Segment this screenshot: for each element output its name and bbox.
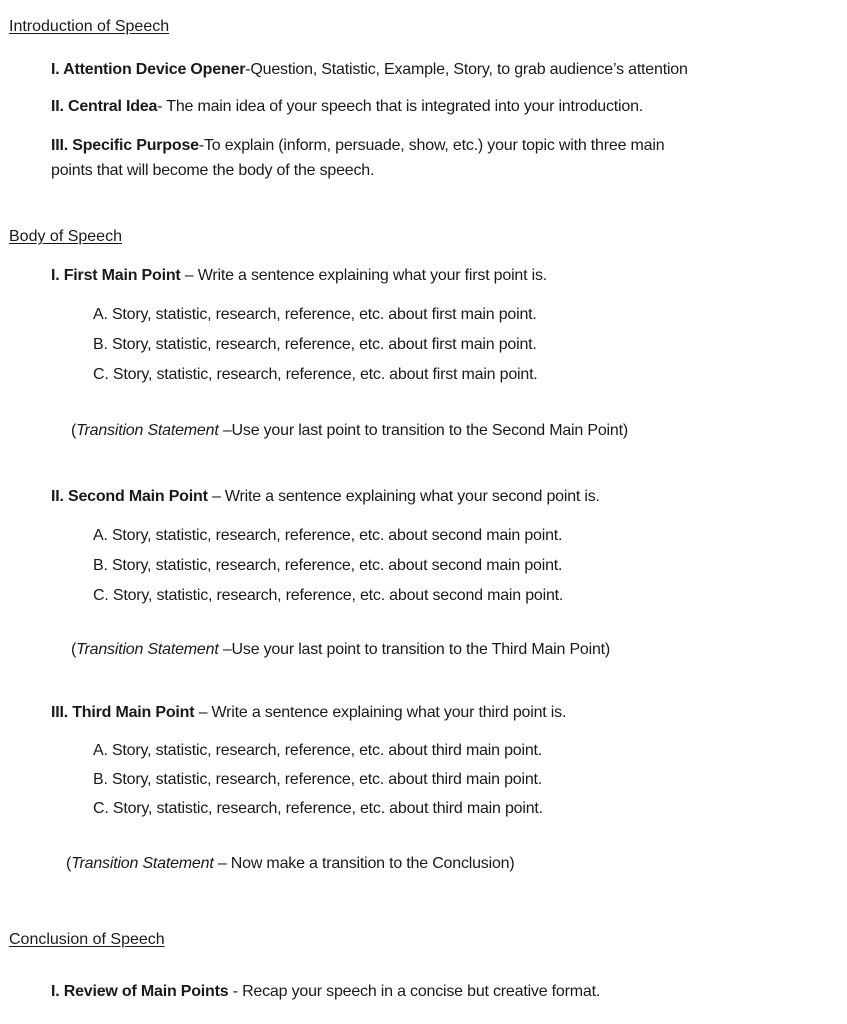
item-label: I. Review of Main Points [51, 983, 229, 1000]
intro-item-specific-purpose-cont: points that will become the body of the speech. [51, 162, 375, 179]
body-heading: Body of Speech [9, 228, 122, 245]
item-text: - The main idea of your speech that is integrated into your introduction. [157, 98, 644, 115]
transition-statement-1 [71, 422, 628, 440]
subpoint: B. Story, statistic, research, reference, etc. about first main point. [93, 336, 537, 353]
intro-item-attention-device [51, 61, 688, 79]
point-text: – Write a sentence explaining what your first point is. [180, 267, 548, 284]
item-label: II. Central Idea [51, 98, 158, 115]
body-point-first [51, 267, 547, 285]
transition-statement-2 [71, 641, 610, 659]
paren: ( [71, 641, 77, 658]
item-text: -Question, Statistic, Example, Story, to grab audience’s attention [245, 61, 688, 78]
subpoint: B. Story, statistic, research, reference, etc. about second main point. [93, 557, 563, 574]
point-text: – Write a sentence explaining what your second point is. [207, 488, 600, 505]
paren: ( [66, 855, 72, 872]
transition-statement-3 [66, 855, 514, 873]
subpoint: A. Story, statistic, research, reference, etc. about third main point. [93, 742, 543, 759]
point-label: II. Second Main Point [51, 488, 208, 505]
body-point-second [51, 488, 600, 506]
body-point-third [51, 704, 566, 722]
point-label: I. First Main Point [51, 267, 181, 284]
intro-item-central-idea [51, 98, 643, 116]
intro-item-specific-purpose [51, 137, 664, 155]
item-label: I. Attention Device Opener [51, 61, 246, 78]
conclusion-item-review [51, 983, 600, 1001]
point-text: – Write a sentence explaining what your third point is. [194, 704, 567, 721]
introduction-heading: Introduction of Speech [9, 18, 170, 35]
subpoint: B. Story, statistic, research, reference, etc. about third main point. [93, 771, 543, 788]
transition-label: Transition Statement [76, 641, 219, 658]
transition-text: –Use your last point to transition to the Third Main Point) [218, 641, 611, 658]
item-label: III. Specific Purpose [51, 137, 199, 154]
item-text: -To explain (inform, persuade, show, etc.) your topic with three main [198, 137, 665, 154]
transition-text: –Use your last point to transition to the Second Main Point) [218, 422, 628, 439]
item-text: - Recap your speech in a concise but creative format. [228, 983, 601, 1000]
subpoint: C. Story, statistic, research, reference, etc. about first main point. [93, 366, 538, 383]
subpoint: C. Story, statistic, research, reference, etc. about third main point. [93, 800, 543, 817]
subpoint: C. Story, statistic, research, reference, etc. about second main point. [93, 587, 564, 604]
subpoint: A. Story, statistic, research, reference, etc. about second main point. [93, 527, 563, 544]
transition-label: Transition Statement [76, 422, 219, 439]
conclusion-heading: Conclusion of Speech [9, 931, 165, 948]
paren: ( [71, 422, 77, 439]
transition-label: Transition Statement [71, 855, 214, 872]
subpoint: A. Story, statistic, research, reference, etc. about first main point. [93, 306, 537, 323]
point-label: III. Third Main Point [51, 704, 195, 721]
transition-text: – Now make a transition to the Conclusion) [213, 855, 515, 872]
